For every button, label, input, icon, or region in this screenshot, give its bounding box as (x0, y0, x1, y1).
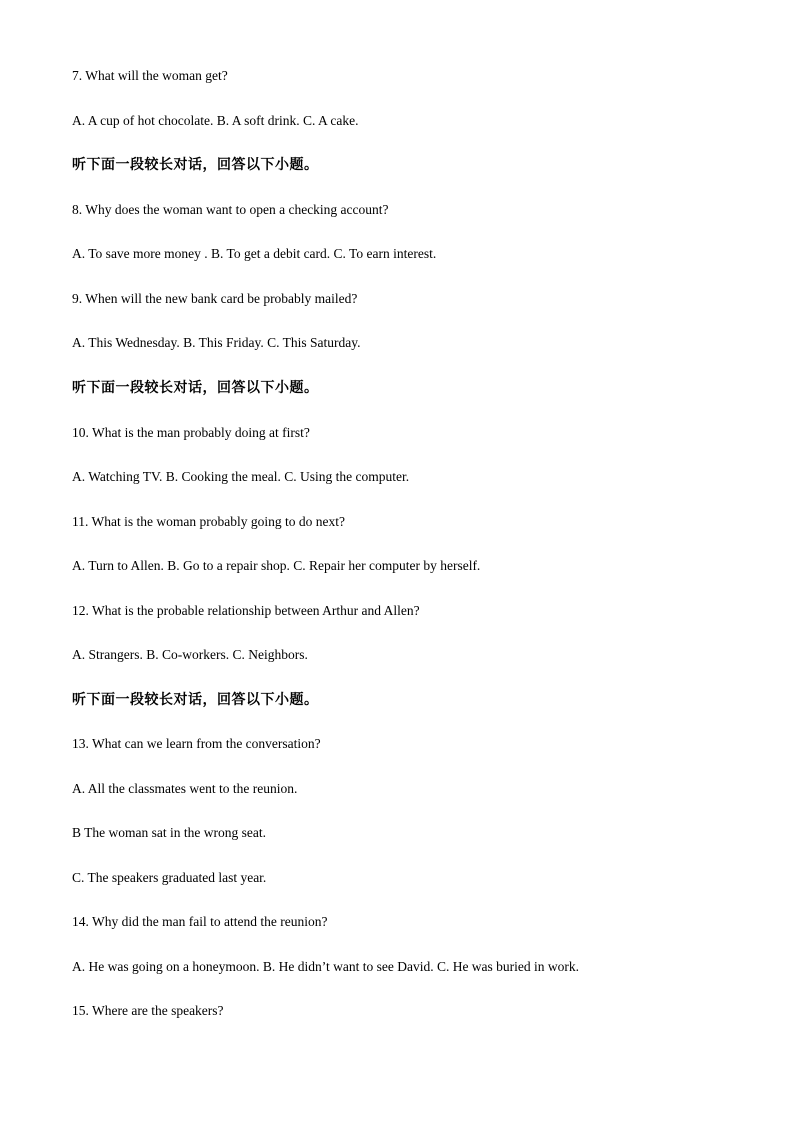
question-7: 7. What will the woman get? (72, 68, 228, 83)
question-15: 15. Where are the speakers? (72, 1003, 224, 1018)
options-7: A. A cup of hot chocolate. B. A soft drink. C. A cake. (72, 113, 359, 128)
question-13: 13. What can we learn from the conversation? (72, 736, 321, 751)
options-9: A. This Wednesday. B. This Friday. C. This Saturday. (72, 335, 361, 350)
option-13a: A. All the classmates went to the reunion. (72, 781, 298, 796)
options-10: A. Watching TV. B. Cooking the meal. C. Using the computer. (72, 469, 410, 484)
question-8: 8. Why does the woman want to open a checking account? (72, 202, 389, 217)
question-11: 11. What is the woman probably going to do next? (72, 514, 345, 529)
section-heading: 听下面一段较长对话，回答以下小题。 (72, 692, 319, 708)
option-13c: C. The speakers graduated last year. (72, 870, 267, 885)
options-8: A. To save more money . B. To get a debit card. C. To earn interest. (72, 246, 437, 261)
options-11: A. Turn to Allen. B. Go to a repair shop. C. Repair her computer by herself. (72, 558, 481, 573)
question-9: 9. When will the new bank card be probably mailed? (72, 291, 358, 306)
section-heading: 听下面一段较长对话，回答以下小题。 (72, 157, 319, 173)
options-14: A. He was going on a honeymoon. B. He didn’t want to see David. C. He was buried in work. (72, 959, 580, 974)
question-14: 14. Why did the man fail to attend the reunion? (72, 914, 328, 929)
question-12: 12. What is the probable relationship between Arthur and Allen? (72, 603, 420, 618)
section-heading: 听下面一段较长对话，回答以下小题。 (72, 380, 319, 396)
question-10: 10. What is the man probably doing at first? (72, 425, 310, 440)
option-13b: B The woman sat in the wrong seat. (72, 825, 266, 840)
options-12: A. Strangers. B. Co-workers. C. Neighbors. (72, 647, 308, 662)
